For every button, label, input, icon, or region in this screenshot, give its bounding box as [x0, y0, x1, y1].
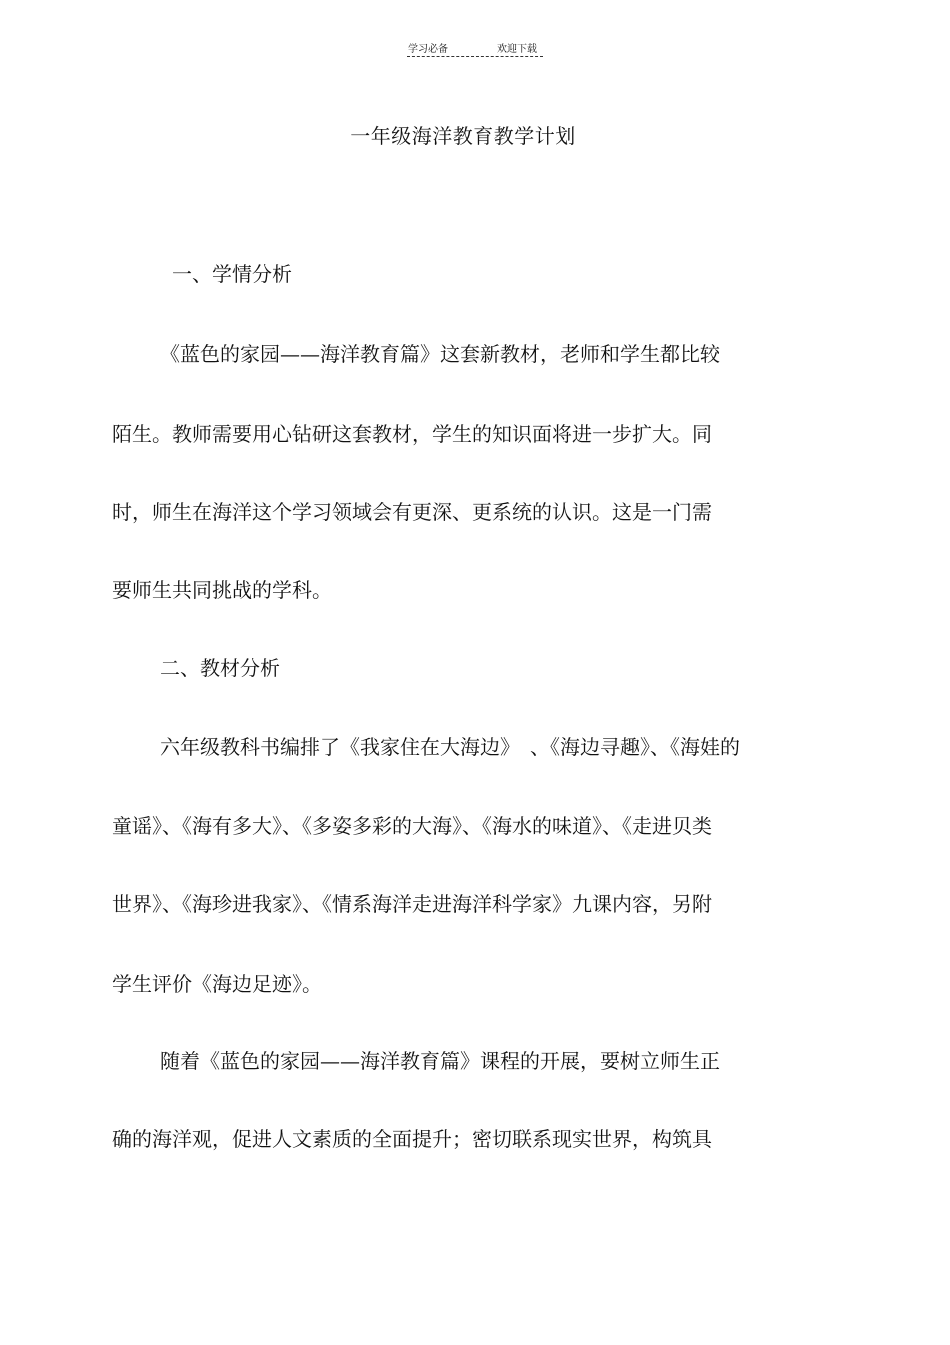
header-left-text: 学习必备 [408, 44, 448, 55]
paragraph-line: 世界》、《海珍进我家》、《情系海洋走进海洋科学家》九课内容，另附 [112, 892, 712, 916]
section-heading-2: 二、教材分析 [160, 656, 280, 680]
paragraph-line: 随着《蓝色的家园——海洋教育篇》课程的开展，要树立师生正 [160, 1049, 720, 1073]
header-right-text: 欢迎下载 [497, 44, 537, 55]
paragraph-line: 学生评价《海边足迹》。 [112, 972, 322, 996]
page-header [407, 38, 543, 57]
paragraph-line: 时，师生在海洋这个学习领域会有更深、更系统的认识。这是一门需 [112, 500, 712, 524]
paragraph-line: 确的海洋观，促进人文素质的全面提升；密切联系现实世界，构筑具 [112, 1127, 712, 1151]
paragraph-line: 童谣》、《海有多大》、《多姿多彩的大海》、《海水的味道》、《走进贝类 [112, 814, 712, 838]
paragraph-line: 陌生。教师需要用心钻研这套教材，学生的知识面将进一步扩大。同 [112, 422, 712, 446]
paragraph-line: 要师生共同挑战的学科。 [112, 578, 332, 602]
section-heading-1: 一、学情分析 [172, 262, 292, 286]
paragraph-line: 六年级教科书编排了《我家住在大海边》 、《海边寻趣》、《海娃的 [160, 735, 740, 759]
paragraph-line: 《蓝色的家园——海洋教育篇》这套新教材，老师和学生都比较 [160, 342, 720, 366]
document-title: 一年级海洋教育教学计划 [350, 124, 576, 148]
